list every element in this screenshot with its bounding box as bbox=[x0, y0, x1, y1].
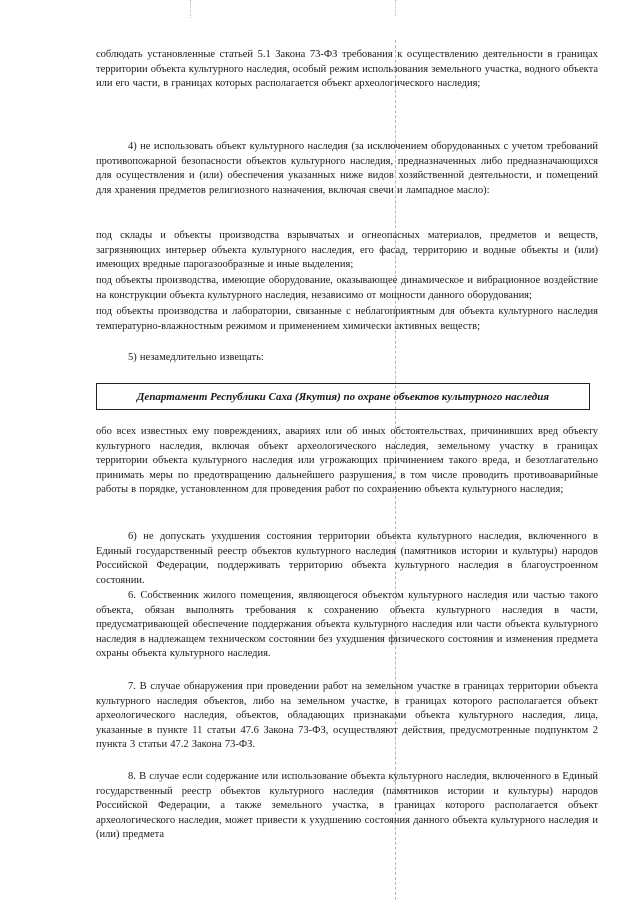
paragraph-section-8: 8. В случае если содержание или использование объекта культурного наследия, включенного в Единый государственный реестр объектов культурного наследия (памятников истории и культуры) народов Российской Федерации, а также земельного участка, в границах которого располагается объект археологического наследия, может привести к ухудшению состояния данного объекта культурного наследия и (или) предмета bbox=[96, 771, 598, 841]
scan-fold-mark bbox=[395, 0, 396, 16]
paragraph-warehouses: под склады и объекты производства взрывчатых и огнеопасных материалов, предметов и веществ, загрязняющих интерьер объекта культурного наследия, его фасад, территорию и водные объекты и (или) имеющих вредные парогазообразные и иные выделения; bbox=[96, 230, 598, 271]
paragraph-production-equipment: под объекты производства, имеющие оборудование, оказывающее динамическое и вибрационное воздействие на конструкции объекта культурного наследия, независимо от мощности данного оборудования; bbox=[96, 275, 598, 301]
scan-fold-mark bbox=[190, 0, 191, 18]
paragraph-laboratories: под объекты производства и лаборатории, связанные с неблагоприятным для объекта культурного наследия температурно-влажностным режимом и применением химически активных веществ; bbox=[96, 306, 598, 332]
department-stamp-banner: Департамент Республики Саха (Якутия) по охране объектов культурного наследия bbox=[96, 383, 590, 410]
paragraph-damage-notice: обо всех известных ему повреждениях, авариях или об иных обстоятельствах, причинивших вред объекту культурного наследия, включая объект археологического наследия, земельному участку в границах территории объекта культурного наследия или угрожающих причинением такого вреда, и безотлагательно принимать меры по предотвращению дальнейшего разрушения, в том числе проводить противоаварийные работы в порядке, установленном для проведения работ по сохранению объекта культурного наследия; bbox=[96, 426, 598, 496]
paragraph-section-7-discovery: 7. В случае обнаружения при проведении работ на земельном участке в границах территории объекта культурного наследия объектов, либо на земельном участке, в границах которого располагается объект археологического наследия, объектов, обладающих признаками объекта культурного наследия, лица, указанные в пункте 11 статьи 47.6 Закона 73-ФЗ, осуществляют действия, предусмотренные подпунктом 2 пункта 3 статьи 47.2 Закона 73-ФЗ. bbox=[96, 681, 598, 751]
paragraph-section-6-owner: 6. Собственник жилого помещения, являющегося объектом культурного наследия или частью такого объекта, обязан выполнять требования к сохранению объекта культурного наследия в части, предусматривающей обеспечение поддержания объекта культурного наследия или части объекта культурного наследия в надлежащем техническом состоянии без ухудшения физического состояния и изменения предмета охраны объекта культурного наследия. bbox=[96, 590, 598, 660]
paragraph-item-5: 5) незамедлительно извещать: bbox=[128, 352, 264, 363]
paragraph-item-6-territory: 6) не допускать ухудшения состояния территории объекта культурного наследия, включенного в Единый государственный реестр объектов культурного наследия (памятников истории и культуры) народов Российской Федерации, поддерживать территорию объекта культурного наследия в благоустроенном состоянии. bbox=[96, 531, 598, 586]
paragraph-archaeology-requirements: соблюдать установленные статьей 5.1 Закона 73-ФЗ требования к осуществлению деятельности в границах территории объекта культурного наследия, особый режим использования земельного участка, водного объекта или его части, в границах которых располагается объект археологического наследия; bbox=[96, 49, 598, 90]
paragraph-item-4: 4) не использовать объект культурного наследия (за исключением оборудованных с учетом требований противопожарной безопасности объектов культурного наследия, предназначенных либо предназначающихся для осуществления и (или) обеспечения указанных ниже видов хозяйственной деятельности, и помещений для хранения предметов религиозного назначения, включая свечи и лампадное масло): bbox=[96, 141, 598, 196]
